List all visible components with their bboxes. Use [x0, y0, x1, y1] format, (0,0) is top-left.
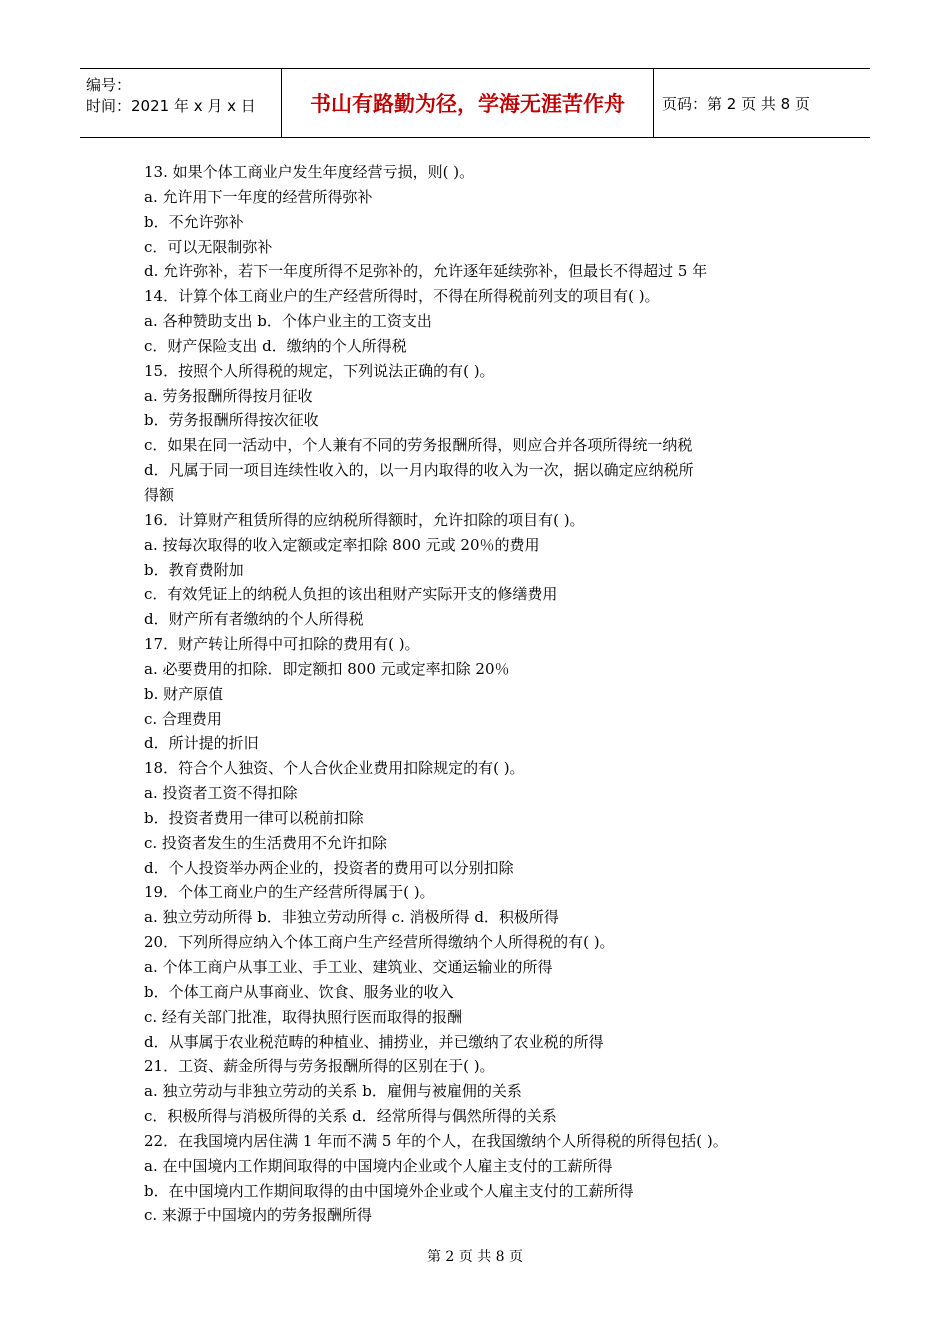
text-line: a. 各种赞助支出 b．个体户业主的工资支出 — [144, 312, 432, 331]
text-line: d．凡属于同一项目连续性收入的，以一月内取得的收入为一次，据以确定应纳税所 — [144, 461, 694, 480]
header-motto: 书山有路勤为径，学海无涯苦作舟 — [282, 69, 654, 137]
text-line: a. 劳务报酬所得按月征收 — [144, 386, 313, 405]
text-line: a. 独立劳动与非独立劳动的关系 b．雇佣与被雇佣的关系 — [144, 1082, 522, 1101]
text-line: 得额 — [144, 485, 175, 504]
text-line: d．所计提的折旧 — [144, 734, 259, 753]
header-page-info: 页码：第 2 页 共 8 页 — [662, 94, 810, 113]
text-line: c. 合理费用 — [144, 709, 222, 728]
text-line: d．从事属于农业税范畴的种植业、捕捞业，并已缴纳了农业税的所得 — [144, 1032, 604, 1051]
text-line: c．如果在同一活动中，个人兼有不同的劳务报酬所得，则应合并各项所得统一纳税 — [144, 436, 693, 455]
text-line: b．不允许弥补 — [144, 212, 244, 231]
text-line: a. 按每次取得的收入定额或定率扣除 800 元或 20％的费用 — [144, 535, 540, 554]
text-line: a. 投资者工资不得扣除 — [144, 784, 298, 803]
text-line: a. 必要费用的扣除．即定额扣 800 元或定率扣除 20％ — [144, 659, 510, 678]
text-line: d．个人投资举办两企业的，投资者的费用可以分别扣除 — [144, 858, 514, 877]
text-line: 18．符合个人独资、个人合伙企业费用扣除规定的有( )。 — [144, 759, 525, 778]
number-label: 编号： — [86, 76, 132, 94]
text-line: c. 投资者发生的生活费用不允许扣除 — [144, 833, 387, 852]
text-line: 19．个体工商业户的生产经营所得属于( )。 — [144, 883, 435, 902]
text-line: 13. 如果个体工商业户发生年度经营亏损，则( )。 — [144, 163, 475, 181]
header-meta — [80, 69, 282, 137]
page-footer: 第 2 页 共 8 页 — [426, 1249, 524, 1265]
text-line: c. 经有关部门批准，取得执照行医而取得的报酬 — [144, 1007, 462, 1026]
text-line: b．个体工商户从事商业、饮食、服务业的收入 — [144, 982, 454, 1001]
text-line: b．教育费附加 — [144, 560, 244, 579]
document-body — [144, 160, 784, 1228]
text-line: c．有效凭证上的纳税人负担的该出租财产实际开支的修缮费用 — [144, 585, 558, 604]
text-line: b. 财产原值 — [144, 684, 224, 703]
text-line: c．可以无限制弥补 — [144, 237, 273, 256]
page-header — [80, 68, 870, 138]
text-line: c. 来源于中国境内的劳务报酬所得 — [144, 1206, 372, 1225]
text-line: d．财产所有者缴纳的个人所得税 — [144, 610, 364, 629]
text-line: b．劳务报酬所得按次征收 — [144, 411, 319, 430]
text-line: a. 允许用下一年度的经营所得弥补 — [144, 187, 373, 206]
text-line: 15．按照个人所得税的规定，下列说法正确的有( )。 — [144, 361, 495, 380]
text-line: 22．在我国境内居住满 1 年而不满 5 年的个人，在我国缴纳个人所得税的所得包括( )。 — [144, 1131, 728, 1150]
text-line: 17．财产转让所得中可扣除的费用有( )。 — [144, 635, 420, 654]
text-line: b．投资者费用一律可以税前扣除 — [144, 808, 364, 827]
text-line: b．在中国境内工作期间取得的由中国境外企业或个人雇主支付的工薪所得 — [144, 1181, 634, 1200]
text-line: d. 允许弥补，若下一年度所得不足弥补的，允许逐年延续弥补，但最长不得超过 5 年 — [144, 262, 708, 281]
text-line: 16．计算财产租赁所得的应纳税所得额时，允许扣除的项目有( )。 — [144, 510, 585, 529]
text-line: a. 个体工商户从事工业、手工业、建筑业、交通运输业的所得 — [144, 958, 553, 976]
text-line: 21．工资、薪金所得与劳务报酬所得的区别在于( )。 — [144, 1057, 495, 1076]
text-line: c．积极所得与消极所得的关系 d．经常所得与偶然所得的关系 — [144, 1107, 557, 1126]
text-line: c．财产保险支出 d．缴纳的个人所得税 — [144, 336, 407, 355]
text-line: a. 独立劳动所得 b．非独立劳动所得 c. 消极所得 d．积极所得 — [144, 908, 559, 927]
text-line: a. 在中国境内工作期间取得的中国境内企业或个人雇主支付的工薪所得 — [144, 1156, 613, 1175]
text-line: 14．计算个体工商业户的生产经营所得时，不得在所得税前列支的项目有( )。 — [144, 287, 660, 306]
text-line: 20．下列所得应纳入个体工商户生产经营所得缴纳个人所得税的有( )。 — [144, 933, 615, 952]
date-label: 时间：2021 年 x 月 x 日 — [86, 97, 256, 115]
